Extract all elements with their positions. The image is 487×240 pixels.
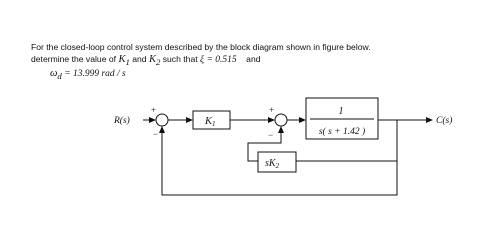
junction2-plus-sign: + bbox=[269, 105, 275, 115]
input-label: R(s) bbox=[114, 116, 130, 126]
k1-symbol: $K_1$ bbox=[118, 54, 130, 68]
junction1-minus-sign: − bbox=[153, 129, 159, 139]
inner-feedback-return-line bbox=[248, 127, 281, 161]
question-prefix: determine the value of bbox=[31, 54, 117, 64]
summing-junction-1 bbox=[156, 114, 168, 126]
and-text-1: and bbox=[132, 54, 147, 64]
feedback-block-label: $sK_2$ bbox=[265, 158, 280, 170]
k1-block-label: K1 bbox=[205, 116, 216, 128]
k2-symbol: $K_2$ bbox=[148, 54, 161, 68]
plant-numerator: 1 bbox=[338, 106, 344, 117]
omega-symbol: $\omega_d$ bbox=[50, 68, 62, 82]
output-label: C(s) bbox=[436, 116, 453, 126]
junction2-minus-sign: − bbox=[268, 130, 274, 140]
question-line-1: For the closed-loop control system described by the block diagram shown in figure below. bbox=[31, 42, 371, 52]
and-text-2: and bbox=[246, 54, 261, 64]
junction1-plus-sign: + bbox=[151, 105, 157, 115]
such-that-text: such that bbox=[162, 54, 198, 64]
summing-junction-2 bbox=[275, 114, 287, 126]
omega-value: = 13.999 rad / s bbox=[64, 69, 126, 79]
zeta-expression: ξ = 0.515 bbox=[200, 55, 237, 65]
plant-denominator: s( s + 1.42 ) bbox=[318, 127, 366, 137]
